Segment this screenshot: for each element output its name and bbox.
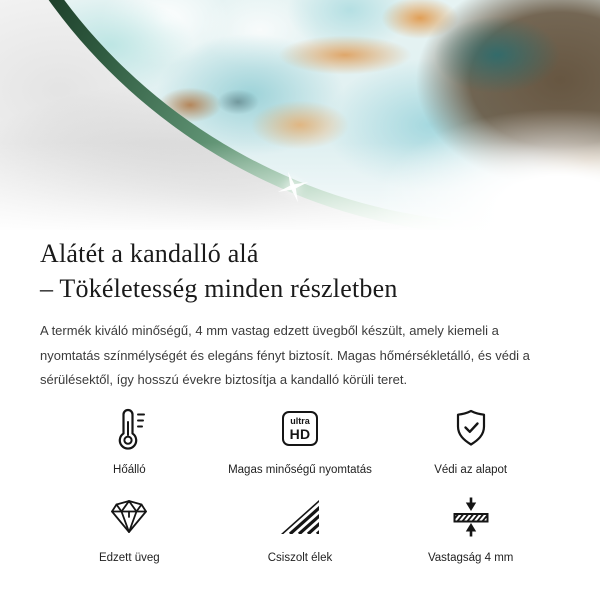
feature-label: Magas minőségű nyomtatás xyxy=(228,463,372,476)
feature-print-quality xyxy=(215,406,386,476)
product-description-text: A termék kiváló minőségű, 4 mm vastag edzett üvegből készült, amely kiemeli a nyomtatás színmélységét és elegáns fényt biztosít. Magas hőmérsékletálló, és védi a sérülésektől, így hosszú évekre biztosítja a kandalló körüli teret. xyxy=(40,323,530,387)
ultra-hd-badge-top: ultra xyxy=(290,415,310,426)
feature-protects-base xyxy=(385,406,556,476)
feature-label: Védi az alapot xyxy=(434,463,508,476)
feature-polished-edges xyxy=(215,494,386,564)
ultra-hd-badge-bottom: HD xyxy=(289,425,311,442)
product-description-section xyxy=(0,230,600,564)
feature-label: Edzett üveg xyxy=(98,551,160,564)
product-photo xyxy=(0,0,600,230)
feature-tempered-glass xyxy=(44,494,215,564)
page-title-line2: – Tökéletesség minden részletben xyxy=(40,274,398,303)
diamond-icon xyxy=(107,494,151,540)
feature-thickness xyxy=(385,494,556,564)
feature-label: Vastagság 4 mm xyxy=(427,551,514,564)
thermometer-icon xyxy=(107,406,151,452)
feature-heat-resistant xyxy=(44,406,215,476)
page-title xyxy=(40,236,560,306)
sparkle-icon xyxy=(273,167,313,207)
thickness-icon xyxy=(449,494,493,540)
polished-edges-icon xyxy=(278,494,322,540)
shield-check-icon xyxy=(449,406,493,452)
feature-label: Csiszolt élek xyxy=(267,551,333,564)
ultra-hd-icon xyxy=(282,406,318,452)
page-title-line1: Alátét a kandalló alá xyxy=(40,239,259,268)
feature-grid xyxy=(40,406,560,564)
feature-label: Hőálló xyxy=(113,463,146,476)
